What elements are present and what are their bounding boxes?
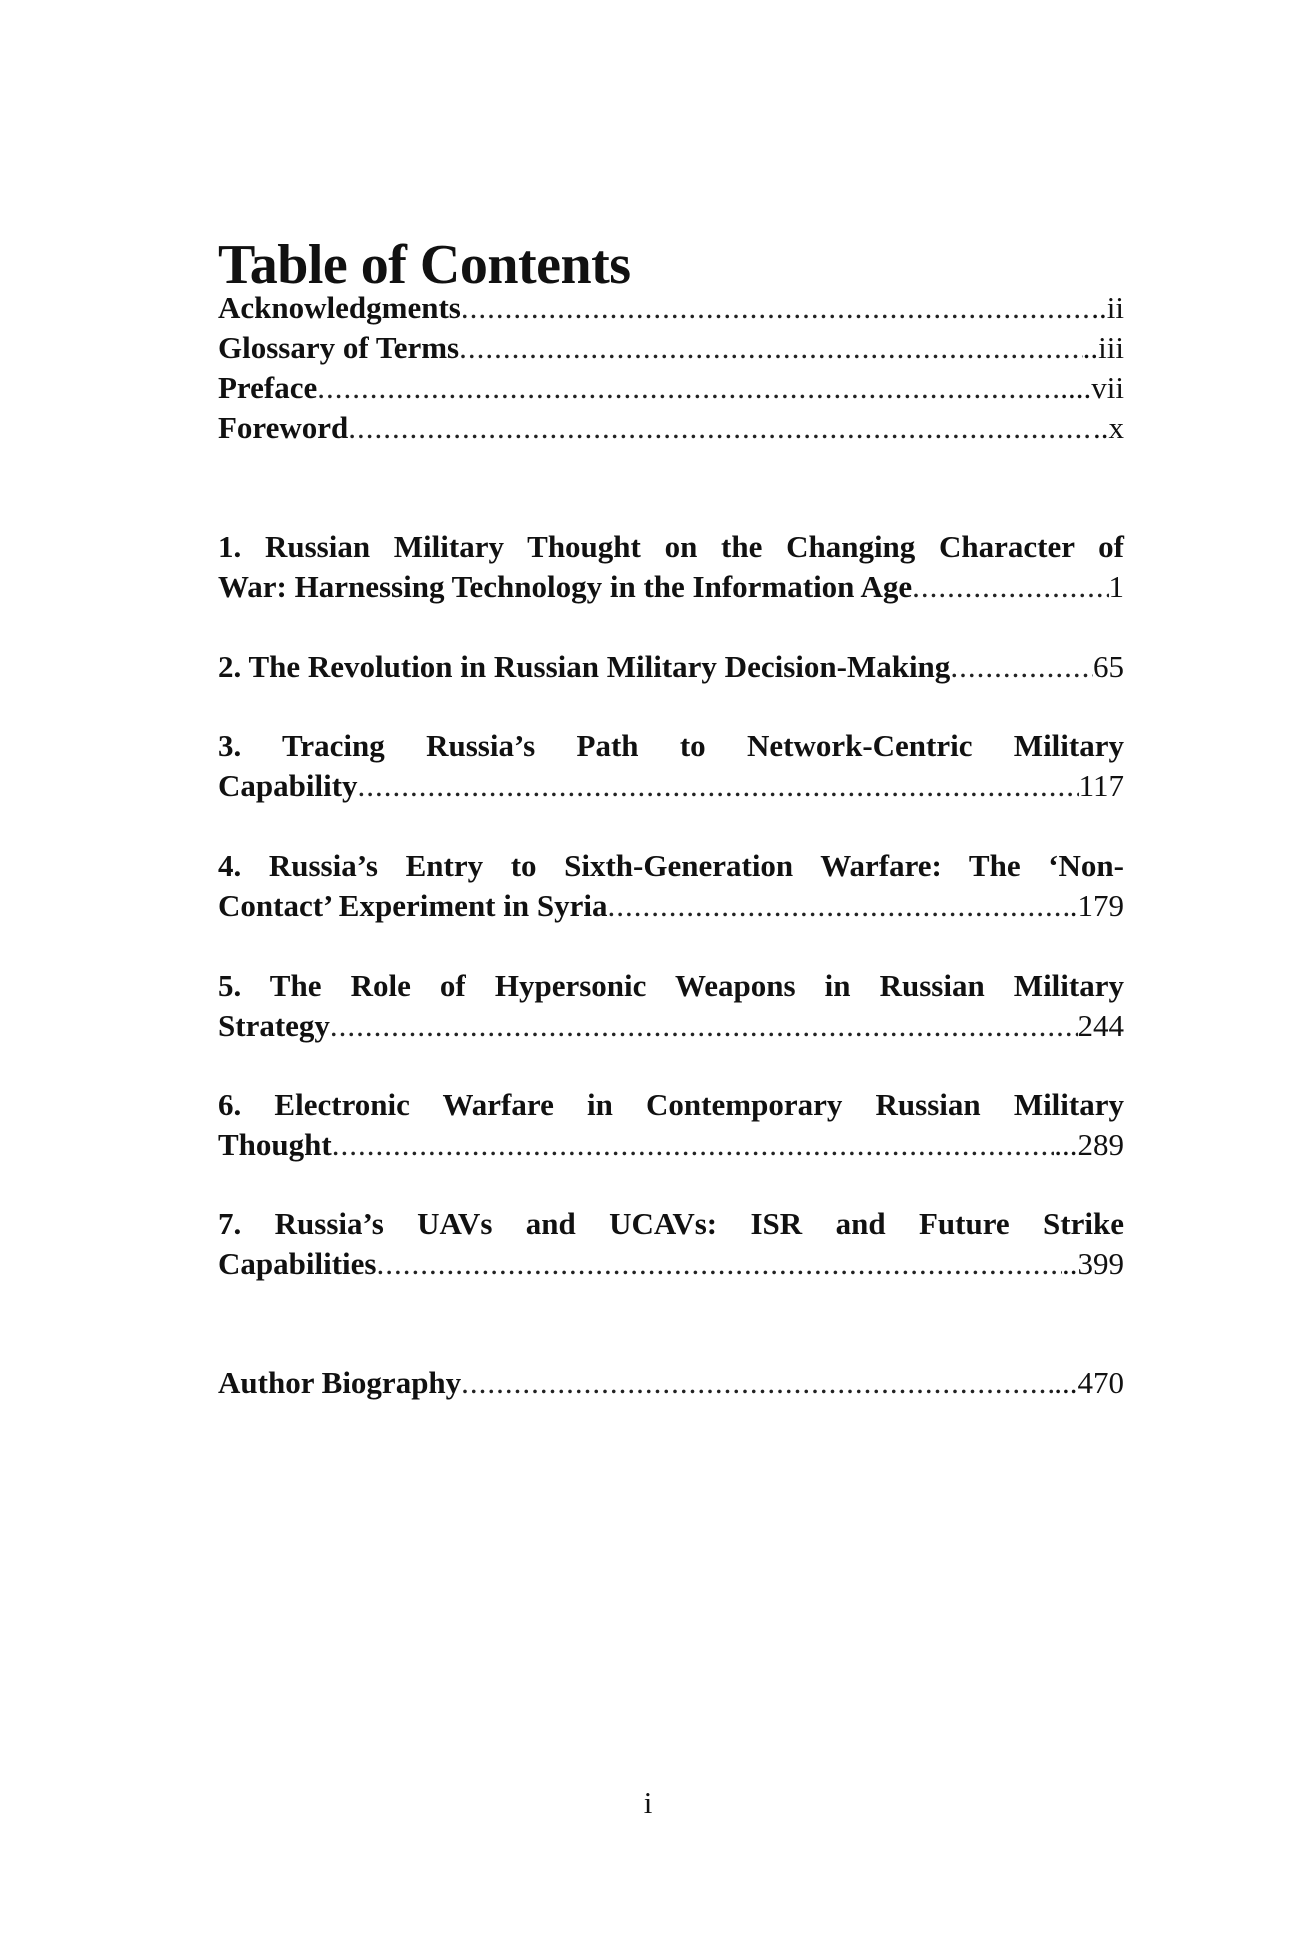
dot-leader: [358, 762, 1079, 810]
entry-title: Foreword: [218, 410, 349, 445]
entry-page: ..x: [1093, 410, 1124, 445]
entry-page: .179: [1069, 888, 1124, 923]
entry-title: Strategy: [218, 1008, 330, 1043]
dot-leader: [461, 1359, 1054, 1407]
entry-title: Capability: [218, 768, 358, 803]
dot-leader: [912, 563, 1108, 611]
toc-chapter-1-line-1[interactable]: 1. Russian Military Thought on the Changing Character of: [218, 529, 1124, 564]
entry-title: Capabilities: [218, 1246, 377, 1281]
entry-title: Author Biography: [218, 1365, 462, 1400]
entry-page: 1: [1108, 569, 1124, 604]
entry-page: ..ii: [1091, 290, 1124, 325]
entry-title: Acknowledgments: [218, 290, 461, 325]
entry-page: ...289: [1054, 1127, 1124, 1162]
entry-page: ...470: [1054, 1365, 1124, 1400]
toc-chapter-4-line-2[interactable]: [218, 882, 1124, 930]
toc-chapter-1-line-2[interactable]: [218, 563, 1124, 611]
entry-page: 65: [1093, 649, 1124, 684]
entry-page: 244: [1077, 1008, 1124, 1043]
toc-chapter-7-line-1[interactable]: 7. Russia’s UAVs and UCAVs: ISR and Future Strike: [218, 1206, 1124, 1241]
entry-page: 117: [1078, 768, 1124, 803]
toc-chapter-3-line-1[interactable]: 3. Tracing Russia’s Path to Network-Centric Military: [218, 728, 1124, 763]
entry-title: Glossary of Terms: [218, 330, 460, 365]
page-title: Table of Contents: [218, 234, 631, 296]
dot-leader: [348, 404, 1093, 452]
toc-chapter-5-line-2[interactable]: [218, 1002, 1124, 1050]
toc-chapter-6-line-2[interactable]: [218, 1121, 1124, 1169]
dot-leader: [330, 1002, 1078, 1050]
toc-chapter-3-line-2[interactable]: [218, 762, 1124, 810]
entry-title: War: Harnessing Technology in the Information Age: [218, 569, 913, 604]
dot-leader: [607, 882, 1069, 930]
entry-title: Preface: [218, 370, 318, 405]
entry-page: ..399: [1062, 1246, 1124, 1281]
entry-page: ..iii: [1082, 330, 1124, 365]
entry-title: Contact’ Experiment in Syria: [218, 888, 608, 923]
dot-leader: [950, 643, 1093, 691]
toc-chapter-5-line-1[interactable]: 5. The Role of Hypersonic Weapons in Russian Military: [218, 968, 1124, 1003]
entry-title: 2. The Revolution in Russian Military Decision-Making: [218, 649, 951, 684]
dot-leader: [376, 1240, 1062, 1288]
entry-page: ....vii: [1060, 370, 1124, 405]
toc-chapter-4-line-1[interactable]: 4. Russia’s Entry to Sixth-Generation Warfare: The ‘Non-: [218, 848, 1124, 883]
toc-entry-author-biography[interactable]: [218, 1359, 1124, 1407]
toc-entry-foreword[interactable]: [218, 404, 1124, 452]
dot-leader: [332, 1121, 1055, 1169]
toc-chapter-7-line-2[interactable]: [218, 1240, 1124, 1288]
toc-chapter-6-line-1[interactable]: 6. Electronic Warfare in Contemporary Russian Military: [218, 1087, 1124, 1122]
entry-title: Thought: [218, 1127, 332, 1162]
toc-chapter-2[interactable]: [218, 643, 1124, 691]
page-number: i: [643, 1785, 653, 1820]
